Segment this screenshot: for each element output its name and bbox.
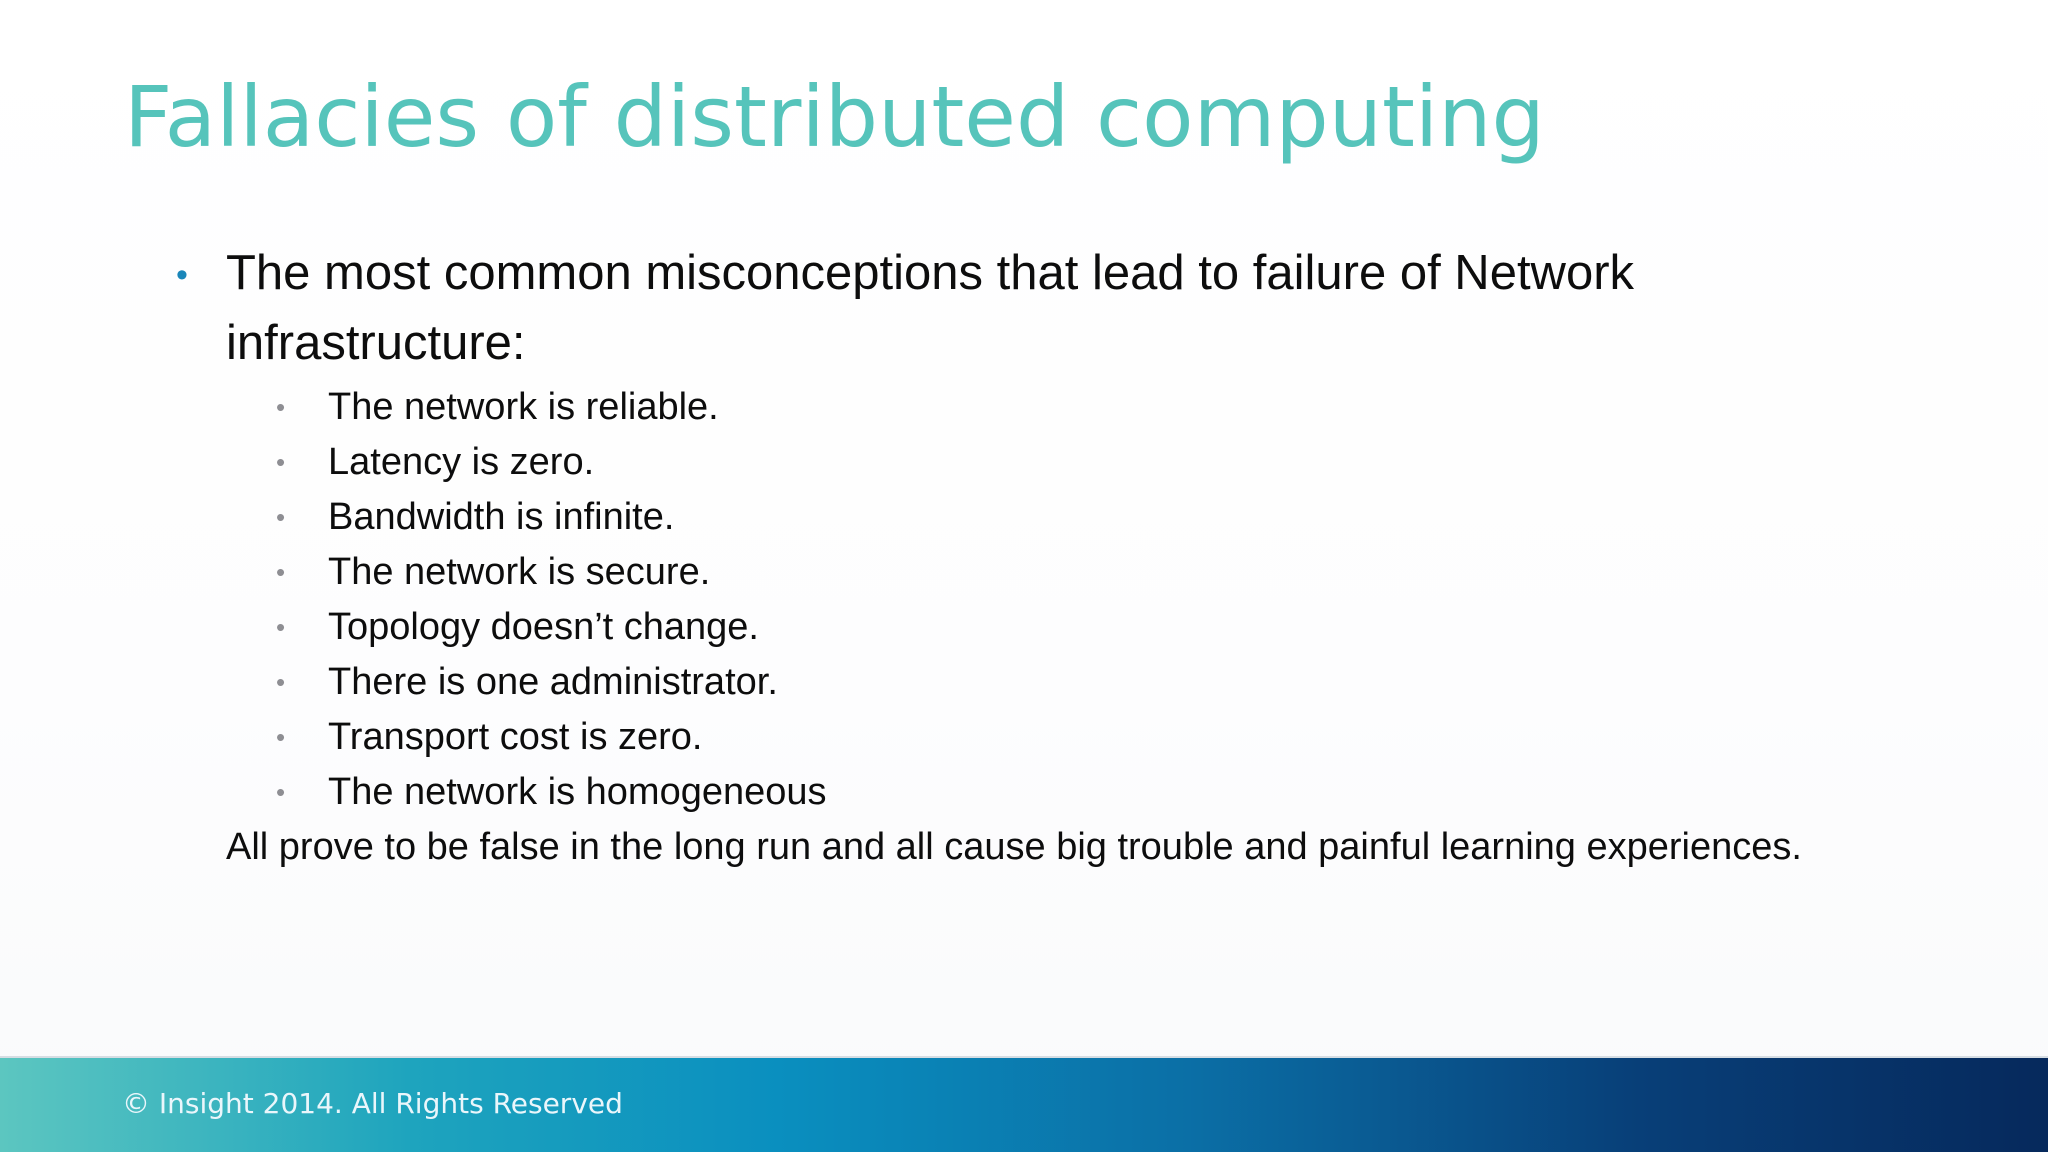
slide-title: Fallacies of distributed computing (124, 68, 1545, 166)
fallacy-text: There is one administrator. (328, 661, 778, 703)
copyright-text: © Insight 2014. All Rights Reserved (122, 1087, 623, 1120)
conclusion-text: All prove to be false in the long run and all cause big trouble and painful learning experiences. (226, 826, 1802, 868)
secondary-bullet-icon: • (276, 392, 286, 422)
list-item (0, 380, 1200, 435)
main-bullet-text: The most common misconceptions that lead to failure of Network infrastructure: (226, 246, 1635, 370)
secondary-bullet-icon: • (276, 777, 286, 807)
fallacy-text: The network is reliable. (328, 386, 719, 428)
list-item (0, 435, 1200, 490)
secondary-bullet-icon: • (276, 557, 286, 587)
secondary-bullet-icon: • (276, 667, 286, 697)
list-item (0, 600, 1200, 655)
secondary-bullet-icon: • (276, 502, 286, 532)
secondary-bullet-icon: • (276, 447, 286, 477)
secondary-bullet-icon: • (276, 722, 286, 752)
list-item (0, 655, 1200, 710)
list-item (0, 765, 1200, 820)
list-item (0, 710, 1200, 765)
primary-bullet-icon: • (176, 256, 188, 294)
fallacy-text: Transport cost is zero. (328, 716, 703, 758)
fallacy-text: Topology doesn’t change. (328, 606, 759, 648)
fallacy-text: Bandwidth is infinite. (328, 496, 675, 538)
fallacy-text: Latency is zero. (328, 441, 595, 483)
secondary-bullet-icon: • (276, 612, 286, 642)
list-item (0, 545, 1200, 600)
list-item (0, 490, 1200, 545)
fallacy-text: The network is secure. (328, 551, 711, 593)
fallacy-text: The network is homogeneous (328, 771, 827, 813)
